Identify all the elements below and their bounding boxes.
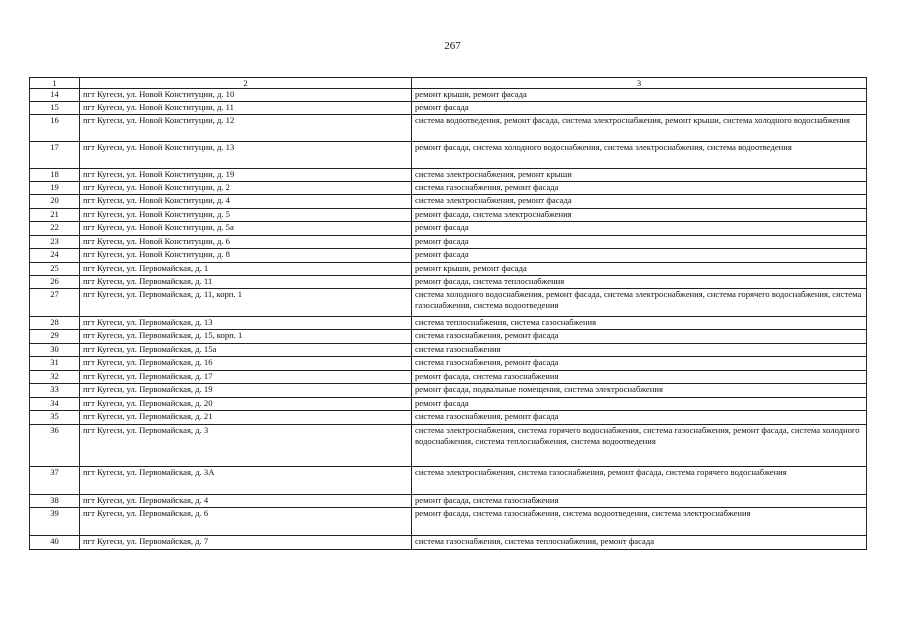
row-works: ремонт крыши, ремонт фасада — [412, 263, 867, 276]
row-address: пгт Кугеси, ул. Первомайская, д. 15, корп. 1 — [80, 330, 412, 344]
row-number: 36 — [30, 425, 80, 467]
row-works: система электроснабжения, система газоснабжения, ремонт фасада, система горячего водоснабжения — [412, 467, 867, 495]
row-address: пгт Кугеси, ул. Первомайская, д. 1 — [80, 263, 412, 276]
table-row — [30, 89, 867, 102]
row-address: пгт Кугеси, ул. Первомайская, д. 6 — [80, 508, 412, 536]
row-address: пгт Кугеси, ул. Первомайская, д. 17 — [80, 371, 412, 384]
column-header-works: 3 — [412, 78, 867, 89]
row-number: 23 — [30, 236, 80, 249]
row-number: 19 — [30, 182, 80, 195]
row-number: 34 — [30, 398, 80, 411]
table-row — [30, 182, 867, 195]
row-works: система газоснабжения — [412, 344, 867, 357]
table-row — [30, 371, 867, 384]
table-row — [30, 209, 867, 222]
row-works: ремонт фасада, система газоснабжения — [412, 495, 867, 508]
row-number: 21 — [30, 209, 80, 222]
table-body — [30, 78, 867, 550]
table-row — [30, 236, 867, 249]
row-address: пгт Кугеси, ул. Первомайская, д. 4 — [80, 495, 412, 508]
row-works: ремонт фасада, система холодного водоснабжения, система электроснабжения, система водоотведения — [412, 142, 867, 169]
row-address: пгт Кугеси, ул. Первомайская, д. 21 — [80, 411, 412, 425]
row-address: пгт Кугеси, ул. Первомайская, д. 7 — [80, 536, 412, 550]
row-number: 25 — [30, 263, 80, 276]
row-number: 14 — [30, 89, 80, 102]
row-address: пгт Кугеси, ул. Новой Конституции, д. 4 — [80, 195, 412, 209]
page-number: 267 — [444, 40, 461, 52]
row-number: 15 — [30, 102, 80, 115]
table-row — [30, 508, 867, 536]
row-number: 29 — [30, 330, 80, 344]
row-works: ремонт фасада, система газоснабжения — [412, 371, 867, 384]
row-works: ремонт фасада, система электроснабжения — [412, 209, 867, 222]
table-row — [30, 344, 867, 357]
row-address: пгт Кугеси, ул. Первомайская, д. 19 — [80, 384, 412, 398]
row-works: система водоотведения, ремонт фасада, система электроснабжения, ремонт крыши, система холодного водоснабжения — [412, 115, 867, 142]
table-row — [30, 495, 867, 508]
table-row — [30, 169, 867, 182]
header-row — [30, 78, 867, 89]
row-address: пгт Кугеси, ул. Первомайская, д. 3 — [80, 425, 412, 467]
row-works: система газоснабжения, система теплоснабжения, ремонт фасада — [412, 536, 867, 550]
row-works: ремонт фасада, подвальные помещения, система электроснабжения — [412, 384, 867, 398]
table-row — [30, 536, 867, 550]
row-address: пгт Кугеси, ул. Новой Конституции, д. 19 — [80, 169, 412, 182]
table-row — [30, 357, 867, 371]
table-row — [30, 102, 867, 115]
table-row — [30, 263, 867, 276]
works-table — [29, 77, 867, 550]
table-row — [30, 142, 867, 169]
table-row — [30, 330, 867, 344]
table-row — [30, 289, 867, 317]
row-number: 27 — [30, 289, 80, 317]
row-number: 39 — [30, 508, 80, 536]
row-works: система теплоснабжения, система газоснабжения — [412, 317, 867, 330]
row-address: пгт Кугеси, ул. Новой Конституции, д. 13 — [80, 142, 412, 169]
row-works: ремонт фасада — [412, 236, 867, 249]
row-address: пгт Кугеси, ул. Новой Конституции, д. 6 — [80, 236, 412, 249]
row-works: система электроснабжения, ремонт крыши — [412, 169, 867, 182]
row-address: пгт Кугеси, ул. Первомайская, д. 13 — [80, 317, 412, 330]
table-row — [30, 276, 867, 289]
row-works: система электроснабжения, ремонт фасада — [412, 195, 867, 209]
row-address: пгт Кугеси, ул. Первомайская, д. 16 — [80, 357, 412, 371]
row-number: 38 — [30, 495, 80, 508]
row-address: пгт Кугеси, ул. Новой Конституции, д. 12 — [80, 115, 412, 142]
row-number: 30 — [30, 344, 80, 357]
row-address: пгт Кугеси, ул. Первомайская, д. 11 — [80, 276, 412, 289]
row-works: система газоснабжения, ремонт фасада — [412, 182, 867, 195]
table-row — [30, 467, 867, 495]
table-row — [30, 317, 867, 330]
row-works: ремонт фасада — [412, 249, 867, 263]
row-number: 26 — [30, 276, 80, 289]
row-address: пгт Кугеси, ул. Новой Конституции, д. 10 — [80, 89, 412, 102]
row-works: ремонт фасада — [412, 398, 867, 411]
table-row — [30, 195, 867, 209]
row-number: 22 — [30, 222, 80, 236]
row-address: пгт Кугеси, ул. Первомайская, д. 15а — [80, 344, 412, 357]
row-number: 28 — [30, 317, 80, 330]
row-number: 18 — [30, 169, 80, 182]
row-number: 32 — [30, 371, 80, 384]
table-row — [30, 411, 867, 425]
row-number: 35 — [30, 411, 80, 425]
row-works: ремонт фасада, система газоснабжения, система водоотведения, система электроснабжения — [412, 508, 867, 536]
row-works: ремонт фасада, система теплоснабжения — [412, 276, 867, 289]
row-number: 33 — [30, 384, 80, 398]
table-row — [30, 249, 867, 263]
row-address: пгт Кугеси, ул. Новой Конституции, д. 5а — [80, 222, 412, 236]
row-number: 24 — [30, 249, 80, 263]
row-number: 37 — [30, 467, 80, 495]
row-number: 20 — [30, 195, 80, 209]
row-works: система газоснабжения, ремонт фасада — [412, 357, 867, 371]
row-works: система холодного водоснабжения, ремонт фасада, система электроснабжения, система горячего водоснабжения, система газоснабжения, система водоотведения — [412, 289, 867, 317]
table-row — [30, 222, 867, 236]
table-row — [30, 398, 867, 411]
row-number: 16 — [30, 115, 80, 142]
row-address: пгт Кугеси, ул. Новой Конституции, д. 5 — [80, 209, 412, 222]
row-works: ремонт крыши, ремонт фасада — [412, 89, 867, 102]
row-works: ремонт фасада — [412, 222, 867, 236]
row-address: пгт Кугеси, ул. Первомайская, д. 20 — [80, 398, 412, 411]
row-address: пгт Кугеси, ул. Первомайская, д. 11, корп. 1 — [80, 289, 412, 317]
column-header-address: 2 — [80, 78, 412, 89]
table-row — [30, 425, 867, 467]
row-works: система газоснабжения, ремонт фасада — [412, 411, 867, 425]
row-works: ремонт фасада — [412, 102, 867, 115]
row-address: пгт Кугеси, ул. Первомайская, д. 3А — [80, 467, 412, 495]
row-works: система газоснабжения, ремонт фасада — [412, 330, 867, 344]
row-address: пгт Кугеси, ул. Новой Конституции, д. 8 — [80, 249, 412, 263]
row-number: 17 — [30, 142, 80, 169]
row-works: система электроснабжения, система горячего водоснабжения, система газоснабжения, ремонт фасада, система холодного водоснабжения, система теплоснабжения, система водоотведения — [412, 425, 867, 467]
row-number: 31 — [30, 357, 80, 371]
table-row — [30, 384, 867, 398]
row-number: 40 — [30, 536, 80, 550]
row-address: пгт Кугеси, ул. Новой Конституции, д. 2 — [80, 182, 412, 195]
column-header-number: 1 — [30, 78, 80, 89]
table-row — [30, 115, 867, 142]
row-address: пгт Кугеси, ул. Новой Конституции, д. 11 — [80, 102, 412, 115]
